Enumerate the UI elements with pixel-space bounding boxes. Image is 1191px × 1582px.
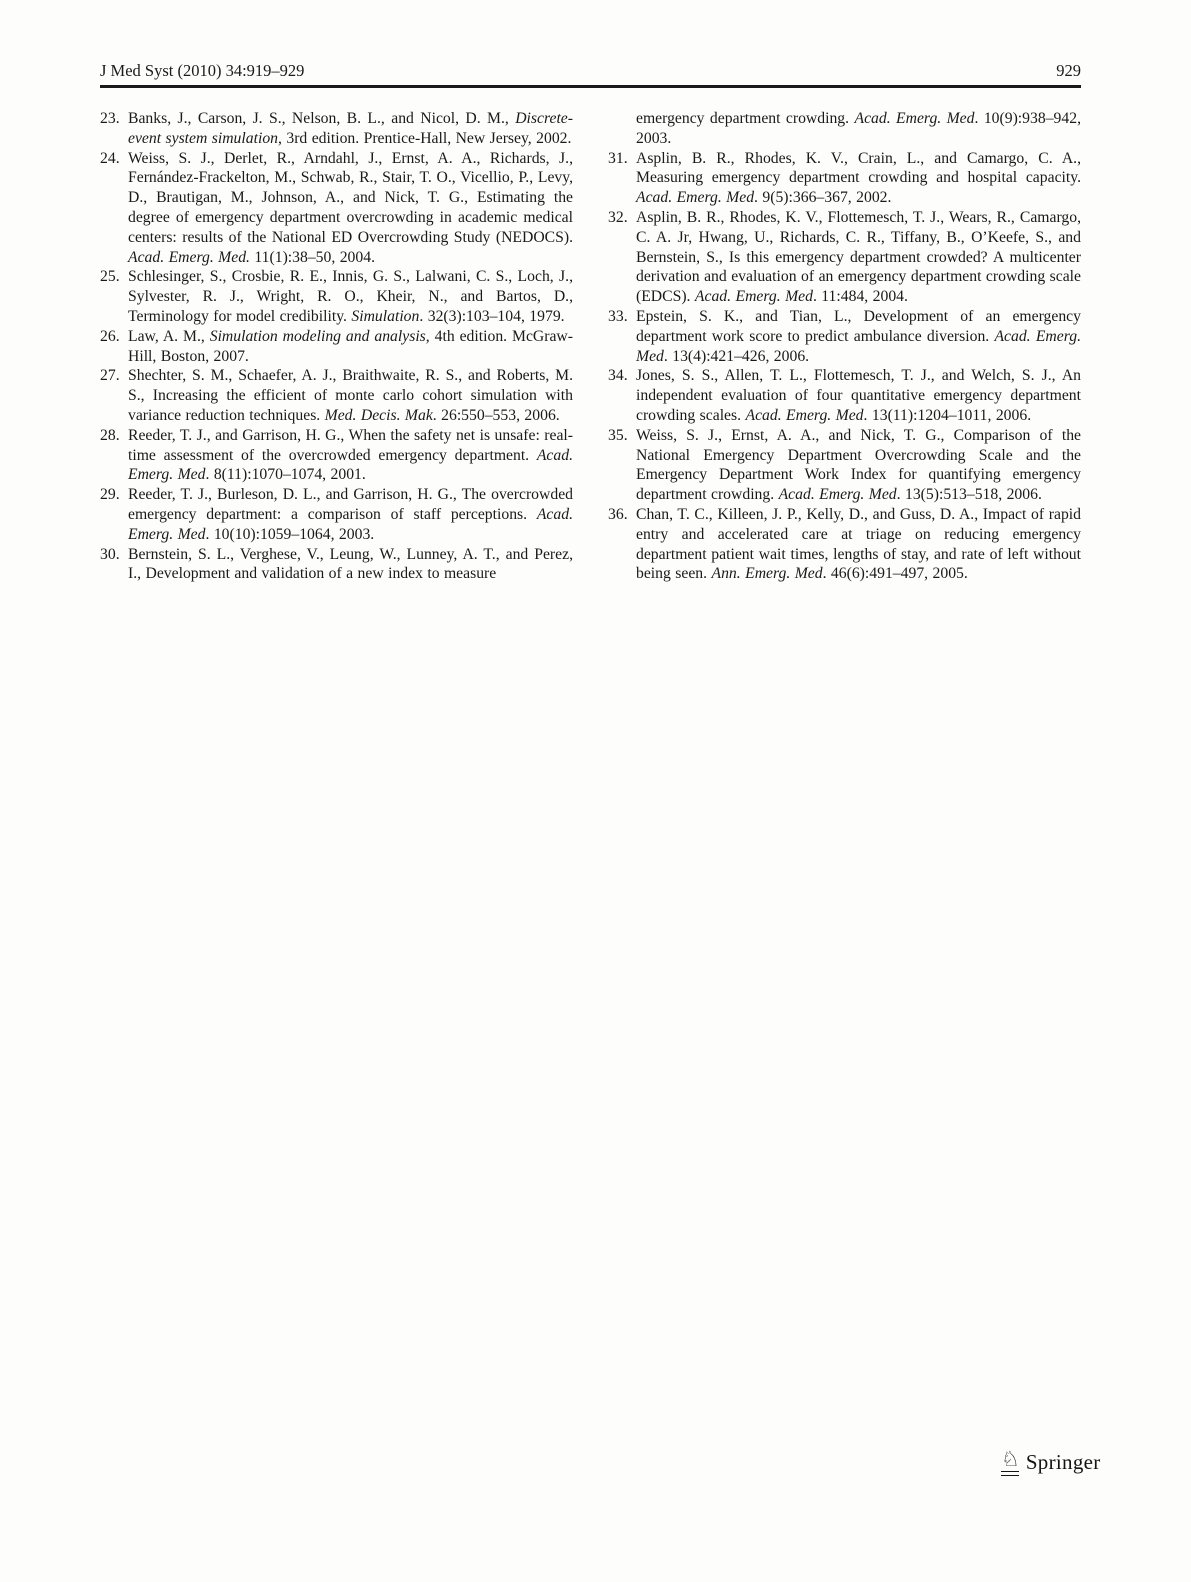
reference-continuation [608, 109, 1081, 149]
reference-number: 31. [608, 149, 628, 167]
reference-text: . 26:550–553, 2006. [432, 406, 560, 424]
reference-text: Schlesinger, S., Crosbie, R. E., Innis, G. S., Lalwani, C. S., Loch, J., Sylvester, R. J., Wright, R. O., Kheir, N., and Bartos, D., Terminology for model credibility. [128, 268, 573, 325]
reference-item [608, 208, 1081, 307]
reference-text: . 46(6):491–497, 2005. [822, 565, 968, 583]
reference-text: , 3rd edition. Prentice-Hall, New Jersey, 2002. [278, 129, 572, 147]
reference-text: . 9(5):366–367, 2002. [754, 189, 892, 207]
reference-italic-text: Acad. Emerg. Med [694, 288, 813, 306]
reference-italic-text: Acad. Emerg. Med. [128, 248, 250, 266]
reference-number: 35. [608, 426, 628, 444]
reference-item [100, 366, 573, 425]
reference-item [608, 366, 1081, 425]
running-head [100, 61, 1081, 81]
reference-italic-text: Acad. Emerg. Med [854, 110, 975, 127]
reference-italic-text: Ann. Emerg. Med [711, 565, 823, 583]
reference-text: Chan, T. C., Killeen, J. P., Kelly, D., and Guss, D. A., Impact of rapid entry and accelerated care at triage on reducing emergency department patient wait times, lengths of stay, and rate of left without being seen. [636, 505, 1081, 583]
reference-item [608, 307, 1081, 366]
reference-number: 32. [608, 208, 628, 226]
reference-text: . 11:484, 2004. [812, 288, 908, 306]
reference-text: Shechter, S. M., Schaefer, A. J., Braithwaite, R. S., and Roberts, M. S., Increasing the efficient of monte carlo cohort simulation with variance reduction techniques. [128, 367, 573, 424]
reference-italic-text: Simulation modeling and analysis [209, 327, 426, 345]
reference-italic-text: Acad. Emerg. Med [778, 486, 897, 504]
reference-text: . 10(9):938–942, 2003. [636, 110, 1081, 147]
reference-item [100, 149, 573, 268]
reference-number: 33. [608, 307, 628, 325]
reference-text: Weiss, S. J., Derlet, R., Arndahl, J., Ernst, A. A., Richards, J., Fernández-Frackelton, M., Schwab, R., Stair, T. O., Vicellio, P., Levy, D., Brautigan, M., Johnson, A., and Nick, T. G., Estimating the degree of emergency department overcrowding in academic medical centers: results of the National ED Overcrowding Study (NEDOCS). [128, 149, 573, 246]
springer-logo [1001, 1449, 1101, 1476]
header-rule [100, 85, 1081, 88]
springer-knight-icon: ♘ [1001, 1449, 1020, 1476]
reference-text: Epstein, S. K., and Tian, L., Development of an emergency department work score to predict ambulance diversion. [636, 307, 1081, 345]
reference-item [100, 109, 573, 149]
reference-text: Asplin, B. R., Rhodes, K. V., Flottemesch, T. J., Wears, R., Camargo, C. A. Jr, Hwang, U., Richards, C. R., Tiffany, B., O’Keefe, S., and Bernstein, S., Is this emergency department crowded? A multicenter derivation and evaluation of an emergency department crowding scale (EDCS). [636, 208, 1081, 306]
reference-item [608, 149, 1081, 208]
reference-text: Reeder, T. J., Burleson, D. L., and Garrison, H. G., The overcrowded emergency department: a comparison of staff perceptions. [128, 486, 573, 523]
references-column-left [100, 109, 573, 584]
reference-italic-text: Acad. Emerg. Med [128, 446, 573, 484]
reference-number: 29. [100, 486, 120, 504]
reference-number: 27. [100, 367, 120, 385]
reference-text: , 4th edition. McGraw-Hill, Boston, 2007. [128, 327, 573, 365]
reference-text: . 13(11):1204–1011, 2006. [863, 406, 1032, 424]
reference-item [608, 426, 1081, 505]
reference-item [100, 485, 573, 544]
reference-number: 23. [100, 110, 120, 127]
reference-italic-text: Acad. Emerg. Med [636, 189, 755, 207]
reference-italic-text: Acad. Emerg. Med [745, 406, 864, 424]
references-section [100, 109, 1081, 584]
springer-logo-base [1001, 1471, 1019, 1476]
reference-item [608, 505, 1081, 584]
reference-italic-text: Discrete-event system simulation [128, 110, 573, 147]
reference-italic-text: Acad. Emerg. Med [128, 505, 573, 543]
springer-wordmark: Springer [1025, 1450, 1101, 1474]
reference-text: Law, A. M., [128, 327, 210, 345]
reference-number: 24. [100, 149, 120, 167]
reference-number: 36. [608, 505, 628, 523]
references-column-right [608, 109, 1081, 584]
reference-text: . 8(11):1070–1074, 2001. [205, 466, 366, 484]
reference-text: Reeder, T. J., and Garrison, H. G., When the safety net is unsafe: real-time assessment of the overcrowded emergency department. [128, 426, 573, 464]
reference-text: Weiss, S. J., Ernst, A. A., and Nick, T. G., Comparison of the National Emergency Department Overcrowding Scale and the Emergency Department Work Index for quantifying emergency department crowding. [636, 426, 1081, 504]
reference-text: emergency department crowding. [636, 110, 855, 127]
reference-italic-text: Simulation [351, 307, 420, 325]
page-number: 929 [1056, 61, 1081, 80]
reference-item [100, 545, 573, 585]
reference-number: 25. [100, 268, 120, 286]
reference-number: 28. [100, 426, 120, 444]
reference-number: 34. [608, 367, 628, 385]
reference-item [100, 327, 573, 367]
journal-citation: J Med Syst (2010) 34:919–929 [100, 61, 305, 80]
reference-text: . 13(5):513–518, 2006. [896, 486, 1042, 504]
reference-item [100, 267, 573, 326]
reference-text: 11(1):38–50, 2004. [249, 248, 376, 266]
reference-text: Bernstein, S. L., Verghese, V., Leung, W., Lunney, A. T., and Perez, I., Development and validation of a new index to measure [128, 545, 573, 583]
reference-item [100, 426, 573, 485]
reference-text: . 10(10):1059–1064, 2003. [205, 525, 375, 543]
reference-number: 30. [100, 545, 120, 563]
reference-italic-text: Acad. Emerg. Med [636, 327, 1081, 365]
reference-text: Banks, J., Carson, J. S., Nelson, B. L., and Nicol, D. M., [128, 110, 516, 127]
reference-text: Asplin, B. R., Rhodes, K. V., Crain, L., and Camargo, C. A., Measuring emergency department crowding and hospital capacity. [636, 149, 1081, 187]
reference-text: . 32(3):103–104, 1979. [419, 307, 565, 325]
reference-italic-text: Med. Decis. Mak [324, 406, 433, 424]
reference-text: Jones, S. S., Allen, T. L., Flottemesch, T. J., and Welch, S. J., An independent evaluation of four quantitative emergency department crowding scales. [636, 367, 1081, 424]
reference-number: 26. [100, 327, 120, 345]
reference-text: . 13(4):421–426, 2006. [663, 347, 810, 365]
